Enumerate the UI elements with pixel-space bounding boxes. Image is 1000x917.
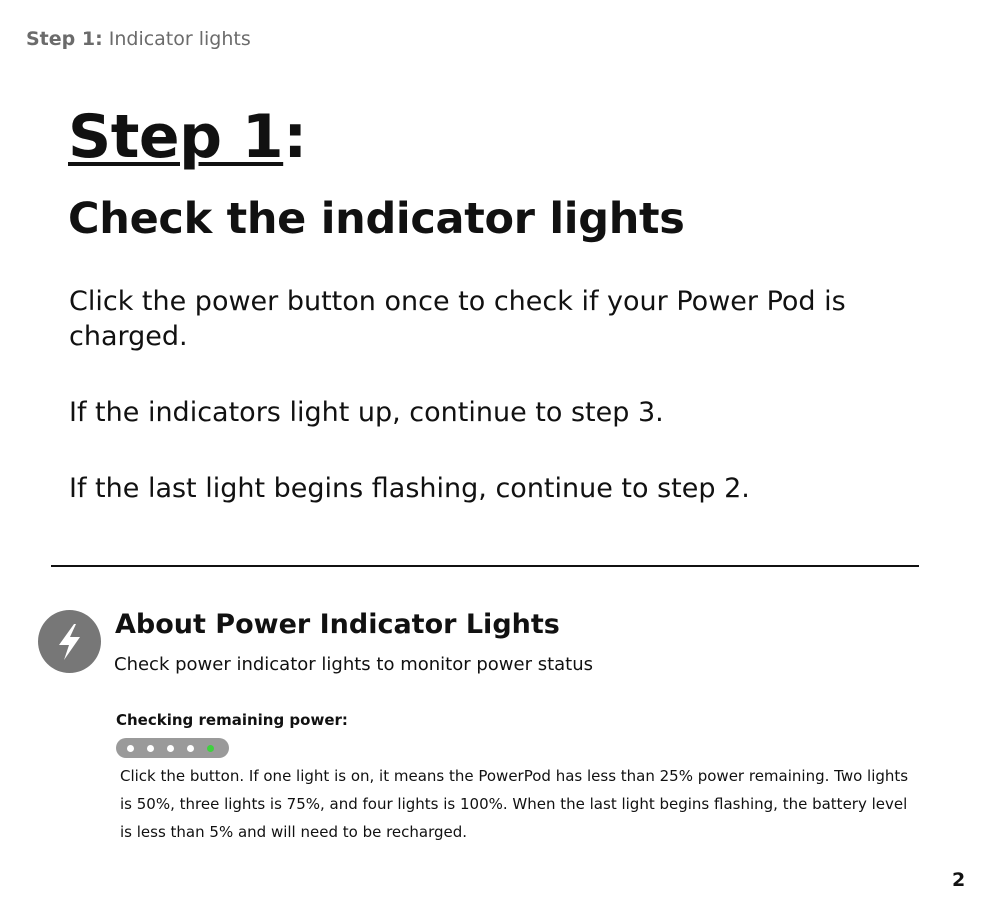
lightning-bolt-glyph — [38, 610, 101, 673]
step-number: Step 1 — [68, 102, 284, 172]
instruction-check-charge: Click the power button once to check if your Power Pod is charged. — [69, 286, 846, 352]
power-indicator-lights — [116, 738, 229, 758]
breadcrumb-step: Step 1: — [26, 28, 103, 50]
breadcrumb — [26, 28, 251, 50]
remaining-power-label: Checking remaining power: — [116, 711, 348, 729]
indicator-light — [187, 745, 194, 752]
about-subtitle: Check power indicator lights to monitor power status — [114, 654, 594, 675]
step-colon: : — [283, 102, 307, 172]
instruction-continue-step-2: If the last light begins flashing, continue to step 2. — [69, 473, 750, 504]
page-title: Check the indicator lights — [68, 194, 685, 244]
lightning-bolt-icon — [38, 610, 101, 673]
page-number: 2 — [952, 869, 966, 891]
step-heading — [68, 98, 307, 176]
section-divider — [51, 565, 919, 567]
indicator-light-active — [207, 745, 214, 752]
indicator-description: Click the button. If one light is on, it means the PowerPod has less than 25% power remaining. Two lights is 50%, three lights is 75%, and four lights is 100%. When the last light begins flashing, the battery level is less than 5% and will need to be recharged. — [120, 767, 909, 841]
indicator-light — [127, 745, 134, 752]
instruction-continue-step-3: If the indicators light up, continue to step 3. — [69, 397, 664, 428]
breadcrumb-label: Indicator lights — [108, 28, 251, 50]
indicator-light — [147, 745, 154, 752]
indicator-light — [167, 745, 174, 752]
about-title: About Power Indicator Lights — [115, 609, 560, 640]
